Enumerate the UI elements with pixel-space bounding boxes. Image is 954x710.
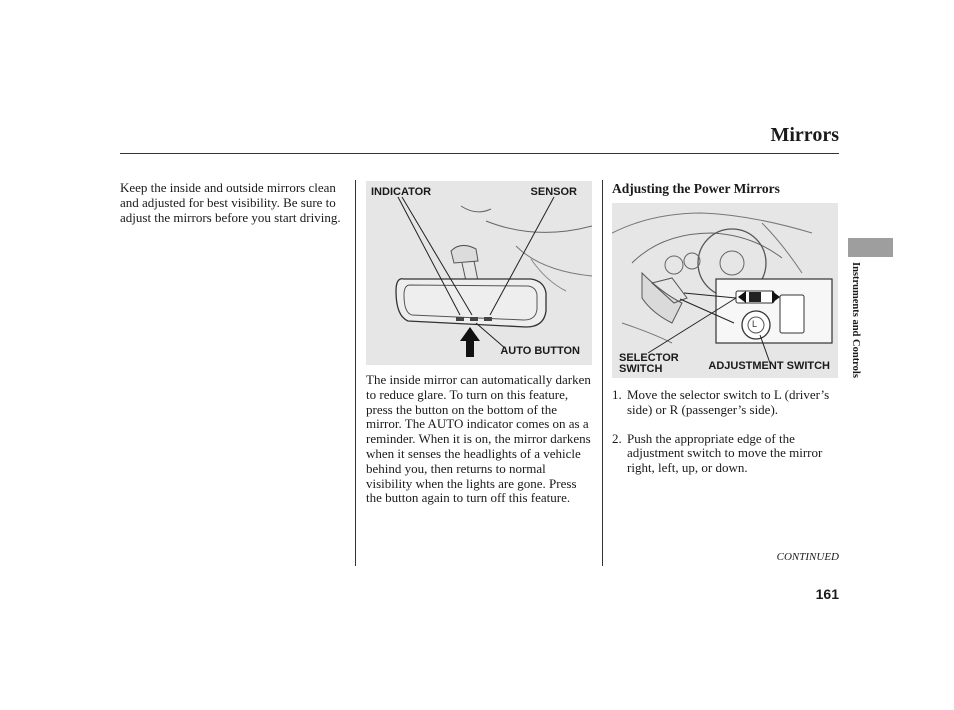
- callout-auto-button: AUTO BUTTON: [500, 345, 580, 357]
- inside-mirror-paragraph: The inside mirror can automatically darken to reduce glare. To turn on this feature, press the button on the bottom of the mirror. The AUTO indicator comes on as a reminder. When it is on, the mirror darkens when it senses the headlights of a vehicle behind you, then returns to normal visibility when the lights are gone. Press the button again to turn off this feature.: [366, 372, 591, 506]
- adjustment-knob-glyph: L: [752, 319, 758, 329]
- page-number: 161: [815, 586, 839, 602]
- section-tab-label: Instruments and Controls: [850, 262, 861, 378]
- callout-selector-line-2: SWITCH: [619, 363, 663, 375]
- page-title: Mirrors: [770, 124, 839, 146]
- callout-selector-line-1: SELECTOR: [619, 352, 679, 364]
- intro-paragraph: Keep the inside and outside mirrors clean and adjusted for best visibility. Be sure to adjust the mirrors before you start driving.: [120, 180, 341, 225]
- power-mirror-steps: [612, 388, 837, 490]
- title-divider: [120, 153, 839, 154]
- callout-adjustment-switch: ADJUSTMENT SWITCH: [708, 360, 830, 372]
- callout-sensor: SENSOR: [530, 186, 577, 198]
- column-divider-right: [602, 180, 603, 566]
- power-mirror-figure: [612, 203, 838, 378]
- step-text: Push the appropriate edge of the adjustment switch to move the mirror right, left, up, or down.: [627, 430, 823, 476]
- callout-selector-switch: [619, 353, 679, 375]
- power-mirrors-heading: Adjusting the Power Mirrors: [612, 181, 780, 196]
- callout-indicator: INDICATOR: [371, 186, 432, 198]
- step-number: 1.: [612, 387, 622, 402]
- inside-mirror-figure: [366, 181, 592, 365]
- step-text: Move the selector switch to L (driver’s side) or R (passenger’s side).: [627, 387, 830, 417]
- section-tab-marker: [848, 238, 893, 257]
- step-number: 2.: [612, 430, 622, 446]
- continued-label: CONTINUED: [776, 551, 839, 563]
- step-item: [612, 432, 837, 476]
- column-divider-left: [355, 180, 356, 566]
- inside-mirror-illustration: [366, 181, 592, 365]
- step-item: [612, 388, 837, 418]
